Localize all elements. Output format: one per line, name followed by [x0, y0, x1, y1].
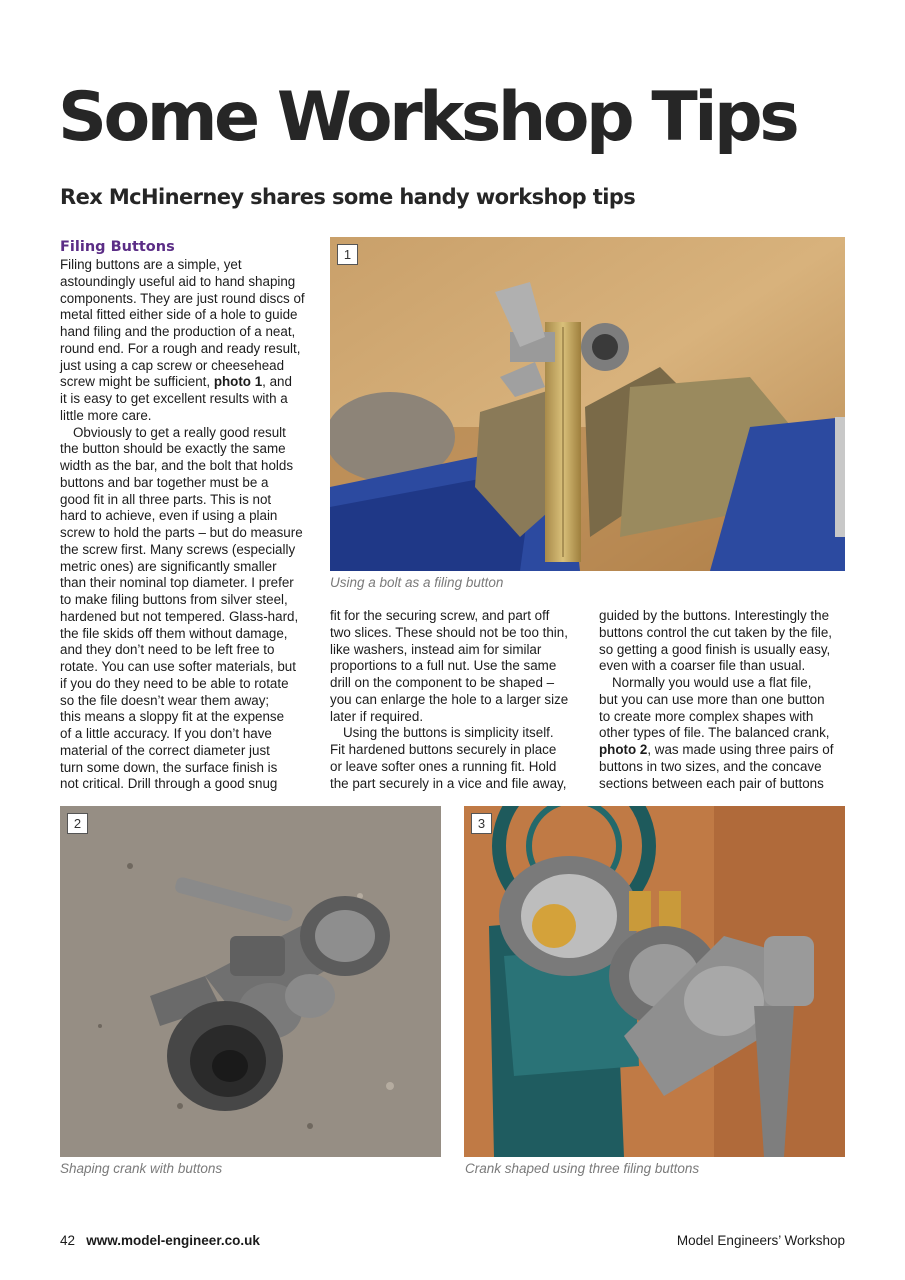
- col2-line: two slices. These should not be too thin,: [330, 624, 568, 640]
- col1-line: hard to achieve, even if using a plain: [60, 508, 278, 524]
- photo-1-number: 1: [337, 244, 358, 265]
- photo-3-number: 3: [471, 813, 492, 834]
- footer-left: [60, 1233, 260, 1248]
- photo-2-caption: Shaping crank with buttons: [60, 1161, 223, 1176]
- page-number: 42: [60, 1233, 76, 1248]
- col1-line: than their nominal top diameter. I prefer: [60, 575, 294, 591]
- col3-line: buttons control the cut taken by the file,: [599, 624, 832, 640]
- col2-line: Using the buttons is simplicity itself.: [343, 725, 554, 741]
- col1-line: and they don’t need to be left free to: [60, 642, 275, 658]
- col1-line: the button should be exactly the same: [60, 441, 286, 457]
- col1-line: hand filing and the production of a neat,: [60, 324, 296, 339]
- section-heading: Filing Buttons: [60, 239, 175, 255]
- col3-line: other types of file. The balanced crank,: [599, 725, 830, 741]
- col1-line: round end. For a rough and ready result,: [60, 340, 301, 356]
- col1-line: turn some down, the surface finish is: [60, 759, 278, 775]
- col3-line: [599, 742, 849, 759]
- col1-line: the screw first. Many screws (especially: [60, 541, 296, 557]
- col1-line: rotate. You can use softer materials, but: [60, 659, 296, 674]
- article-title: Some Workshop Tips: [58, 78, 797, 157]
- col1-line: if you do they need to be able to rotate: [60, 675, 289, 691]
- column-2: [330, 608, 580, 792]
- website-link[interactable]: www.model-engineer.co.uk: [86, 1233, 260, 1248]
- col1-line: it is easy to get excellent results with a: [60, 391, 288, 406]
- col3-line: buttons in two sizes, and the concave: [599, 758, 822, 774]
- col1-line: components. They are just round discs of: [60, 290, 305, 306]
- vice-and-filing-button-image: [330, 237, 845, 571]
- col2-line: the part securely in a vice and file away,: [330, 775, 567, 791]
- photo-1: [330, 237, 845, 571]
- shaping-crank-image: [60, 806, 441, 1157]
- col1-line: metric ones) are significantly smaller: [60, 558, 277, 574]
- col1-line: not critical. Drill through a good snug: [60, 776, 278, 792]
- column-1: [60, 238, 310, 793]
- col1-line: hardened but not tempered. Glass-hard,: [60, 608, 299, 624]
- col2-line: like washers, instead aim for similar: [330, 641, 542, 657]
- photo-2: [60, 806, 441, 1157]
- col2-line: fit for the securing screw, and part off: [330, 608, 550, 623]
- col1-line-text: screw might be sufficient,: [60, 374, 214, 390]
- photo-3: [464, 806, 845, 1157]
- col2-line: later if required.: [330, 708, 424, 724]
- col1-line-text: , and: [262, 374, 292, 390]
- photo-1-caption: Using a bolt as a filing button: [330, 575, 504, 590]
- col3-line: so getting a good finish is usually easy,: [599, 641, 831, 657]
- col2-line: you can enlarge the hole to a larger size: [330, 691, 569, 707]
- col3-line: guided by the buttons. Interestingly the: [599, 608, 830, 623]
- col1-line: [60, 374, 310, 391]
- photo-2-number: 2: [67, 813, 88, 834]
- col1-line: the file skids off them without damage,: [60, 625, 288, 641]
- col3-line-text: , was made using three pairs of: [647, 742, 834, 757]
- col1-line: this means a sloppy fit at the expense: [60, 709, 285, 725]
- col1-line: buttons and bar together must be a: [60, 474, 269, 490]
- col1-line: just using a cap screw or cheesehead: [60, 357, 285, 373]
- balanced-crank-engine-image: [464, 806, 845, 1157]
- photo-1-reference: photo 1: [213, 374, 263, 390]
- col3-line: sections between each pair of buttons: [599, 775, 824, 791]
- col1-line: little more care.: [60, 407, 152, 423]
- col2-line: drill on the component to be shaped –: [330, 675, 555, 690]
- col1-line: screw to hold the parts – but do measure: [60, 525, 303, 540]
- col1-line: Filing buttons are a simple, yet: [60, 257, 242, 272]
- col1-line: of a little accuracy. If you don’t have: [60, 726, 272, 741]
- col2-line: or leave softer ones a running fit. Hold: [330, 758, 557, 774]
- col1-line: good fit in all three parts. This is not: [60, 491, 272, 507]
- col3-line: to create more complex shapes with: [599, 708, 814, 724]
- col2-line: Fit hardened buttons securely in place: [330, 742, 557, 757]
- col1-line: astoundingly useful aid to hand shaping: [60, 273, 296, 289]
- col2-line: proportions to a full nut. Use the same: [330, 658, 557, 674]
- col1-line: material of the correct diameter just: [60, 742, 270, 758]
- col3-line: Normally you would use a flat file,: [612, 675, 812, 690]
- article-subtitle: Rex McHinerney shares some handy workshop tips: [60, 185, 636, 209]
- col1-line: to make filing buttons from silver steel,: [60, 592, 288, 607]
- col1-line: Obviously to get a really good result: [73, 424, 286, 440]
- col1-line: metal fitted either side of a hole to guide: [60, 307, 298, 323]
- col3-line: but you can use more than one button: [599, 691, 825, 707]
- column-3: [599, 608, 849, 792]
- publication-name: Model Engineers’ Workshop: [676, 1233, 845, 1248]
- photo-2-reference: photo 2: [599, 742, 648, 757]
- photo-3-caption: Crank shaped using three filing buttons: [465, 1161, 700, 1176]
- col3-line: even with a coarser file than usual.: [599, 658, 806, 674]
- col1-line: so the file doesn’t wear them away;: [60, 692, 270, 708]
- col1-line: width as the bar, and the bolt that holds: [60, 458, 294, 473]
